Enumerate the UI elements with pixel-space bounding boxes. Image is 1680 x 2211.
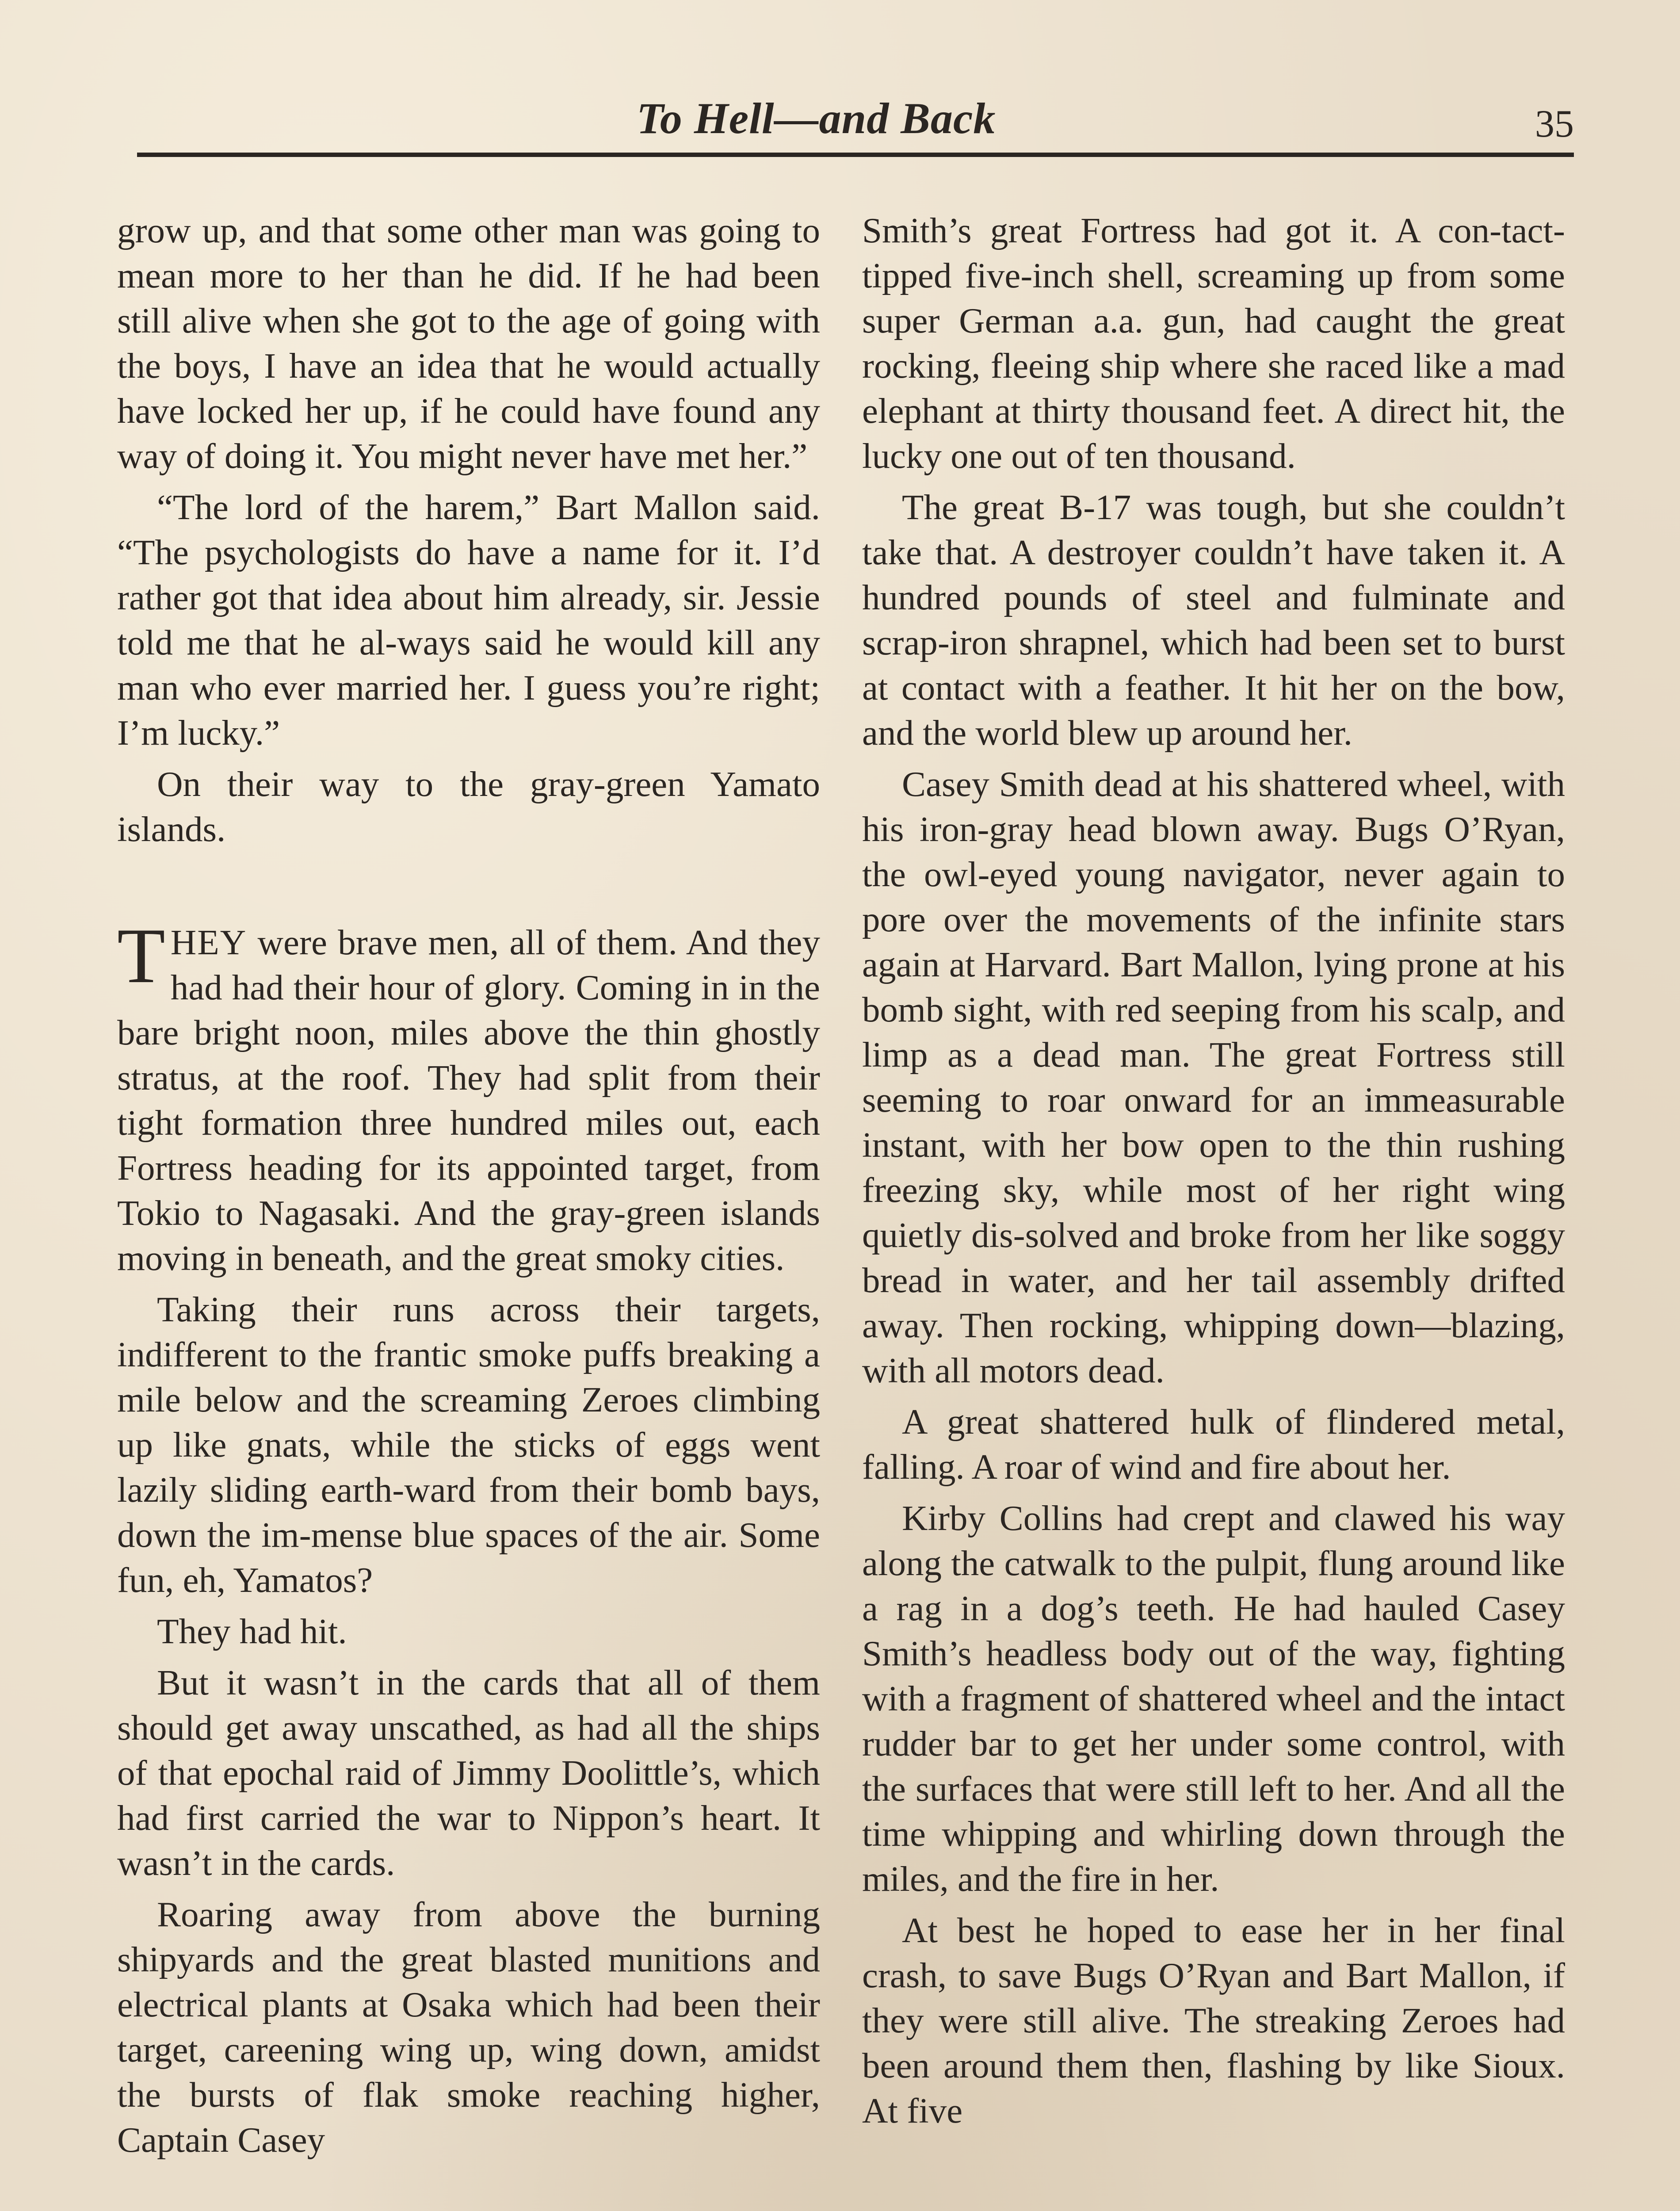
running-title: To Hell—and Back <box>637 94 996 143</box>
paragraph: On their way to the gray-green Yamato islands. <box>117 764 820 849</box>
drop-cap: T <box>117 912 165 999</box>
paragraph: They had hit. <box>157 1611 347 1651</box>
section-break <box>117 858 820 920</box>
paragraph: Roaring away from above the burning shipyards and the great blasted munitions and electrical plants at Osaka which had been their target, careening wing up, wing down, amidst the bursts of flak smoke reaching higher, Captain Casey <box>117 1894 820 2160</box>
paragraph: But it wasn’t in the cards that all of them should get away unscathed, as had all the ships of that epochal raid of Jimmy Doolittle’s, which had first carried the war to Nippon’s heart. It wasn’t in the cards. <box>117 1663 820 1883</box>
paragraph: At best he hoped to ease her in her final crash, to save Bugs O’Ryan and Bart Mallon, if they were still alive. The streaking Zeroes had been around them then, flashing by like Sioux. At five <box>862 1910 1565 2131</box>
paragraph: A great shattered hulk of flindered metal, falling. A roar of wind and fire about her. <box>862 1402 1565 1487</box>
right-column <box>862 208 1565 2139</box>
page-number: 35 <box>1535 103 1574 145</box>
paragraph <box>117 912 820 1281</box>
paragraph: Kirby Collins had crept and clawed his way along the catwalk to the pulpit, flung around like a rag in a dog’s teeth. He had hauled Casey Smith’s headless body out of the way, fighting with a fragment of shattered wheel and the intact rudder bar to get her under some control, with the surfaces that were still left to her. And all the time whipping and whirling down through the miles, and the fire in her. <box>862 1498 1565 1899</box>
paragraph: Taking their runs across their targets, indifferent to the frantic smoke puffs breaking a mile below and the screaming Zeroes climbing up like gnats, while the sticks of eggs went lazily sliding earth-ward from their bomb bays, down the im-mense blue spaces of the air. Some fun, eh, Yamatos? <box>117 1289 820 1600</box>
paragraph: “The lord of the harem,” Bart Mallon said. “The psychologists do have a name for it. I’d rather got that idea about him already, sir. Jessie told me that he al-ways said he would kill any man who ever married her. I guess you’re right; I’m lucky.” <box>117 487 820 753</box>
paragraph: Smith’s great Fortress had got it. A con-tact-tipped five-inch shell, screaming up from some super German a.a. gun, had caught the great rocking, fleeing ship where she raced like a mad elephant at thirty thousand feet. A direct hit, the lucky one out of ten thousand. <box>862 210 1565 476</box>
paragraph: The great B-17 was tough, but she couldn’t take that. A destroyer couldn’t have taken it. A hundred pounds of steel and fulminate and scrap-iron shrapnel, which had been set to burst at contact with a feather. It hit her on the bow, and the world blew up around her. <box>862 487 1565 753</box>
left-column <box>117 208 820 2169</box>
paragraph: Casey Smith dead at his shattered wheel, with his iron-gray head blown away. Bugs O’Ryan, the owl-eyed young navigator, never again to pore over the movements of the infinite stars again at Harvard. Bart Mallon, lying prone at his bomb sight, with red seeping from his scalp, and limp as a dead man. The great Fortress still seeming to roar onward for an immeasurable instant, with her bow open to the thin rushing freezing sky, while most of her right wing quietly dis-solved and broke from her like soggy bread in water, and her tail assembly drifted away. Then rocking, whipping down—blazing, with all motors dead. <box>862 764 1565 1390</box>
paragraph-text: were brave men, all of them. And they had had their hour of glory. Coming in in the bare bright noon, miles above the thin ghostly stratus, at the roof. They had split from their tight formation three hundred miles out, each Fortress heading for its appointed target, from Tokio to Nagasaki. And the gray-green islands moving in beneath, and the great smoky cities. <box>117 922 820 1278</box>
paragraph: grow up, and that some other man was going to mean more to her than he did. If he had been still alive when she got to the age of going with the boys, I have an idea that he would actually have locked her up, if he could have found any way of doing it. You might never have met her.” <box>117 210 820 476</box>
header-rule <box>137 153 1574 157</box>
page-header <box>137 93 1574 159</box>
small-caps-lead: HEY <box>170 922 247 962</box>
